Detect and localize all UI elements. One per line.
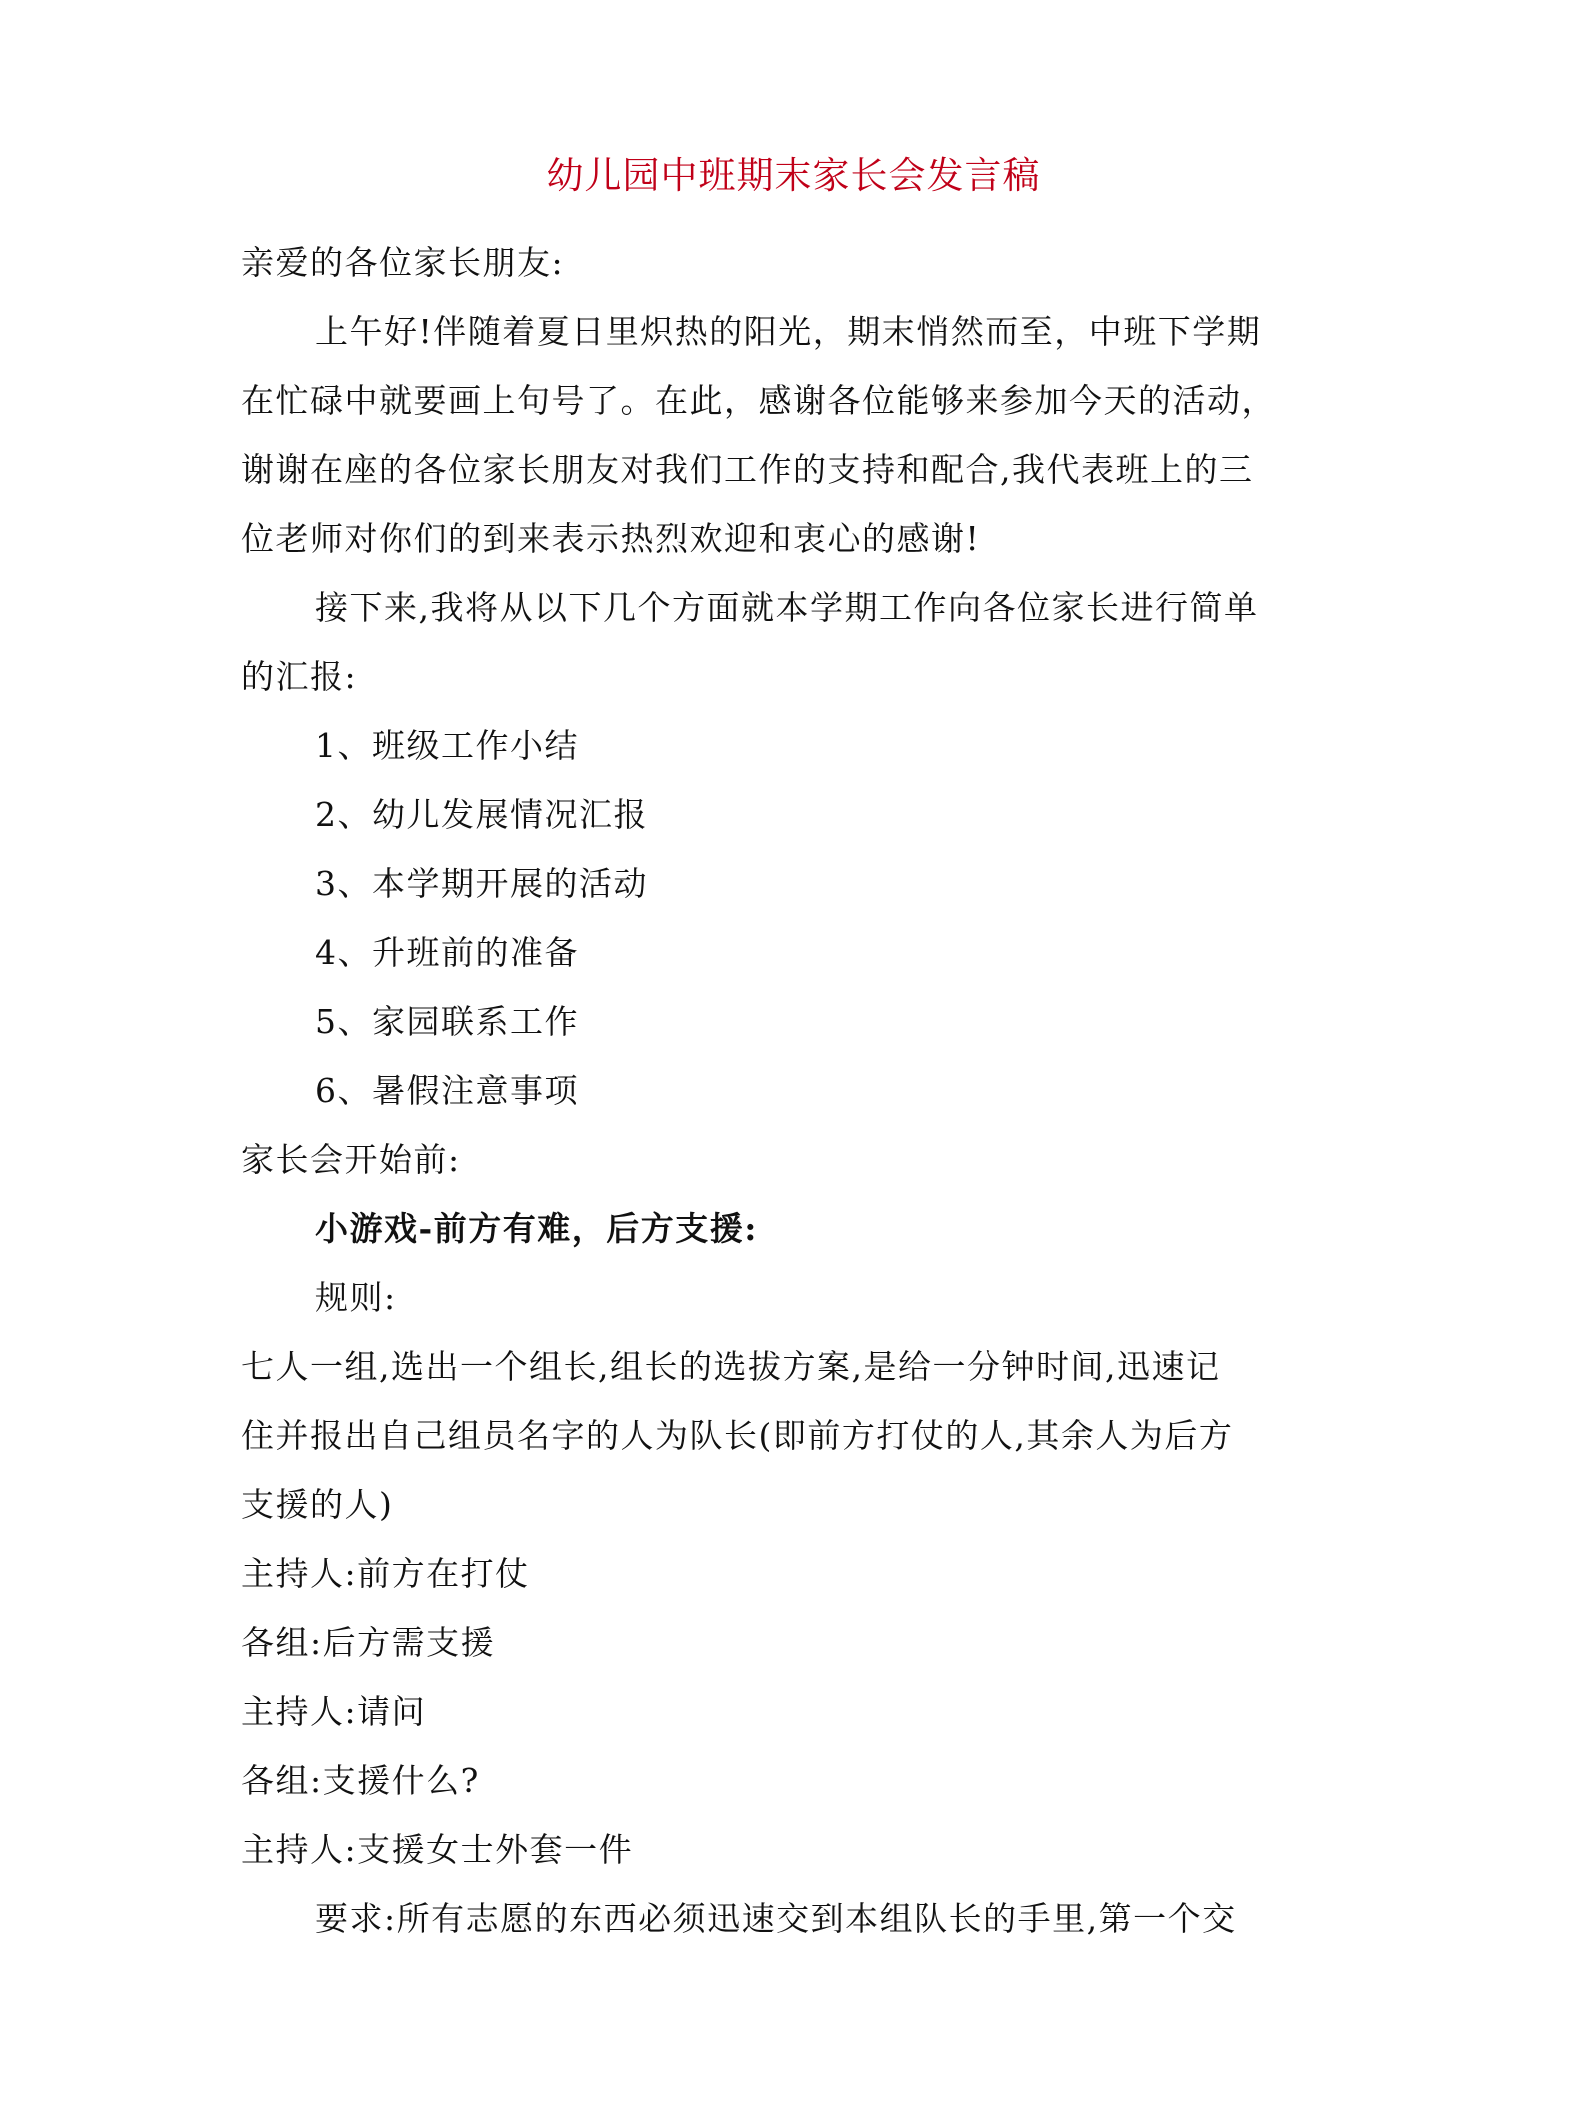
rules-label: 规则: (315, 1278, 397, 1317)
paragraph-line: 在忙碌中就要画上句号了。在此，感谢各位能够来参加今天的活动， (241, 381, 1276, 420)
list-item: 2、幼儿发展情况汇报 (315, 795, 648, 834)
greeting-line: 亲爱的各位家长朋友: (241, 243, 565, 282)
paragraph-line: 上午好!伴随着夏日里炽热的阳光，期末悄然而至，中班下学期 (315, 312, 1262, 351)
paragraph-line: 接下来,我将从以下几个方面就本学期工作向各位家长进行简单 (315, 588, 1259, 627)
dialogue-line: 主持人:请问 (241, 1692, 427, 1731)
document-title: 幼儿园中班期末家长会发言稿 (546, 154, 1041, 197)
paragraph-line: 谢谢在座的各位家长朋友对我们工作的支持和配合,我代表班上的三 (241, 450, 1254, 489)
paragraph-line: 支援的人) (241, 1485, 394, 1524)
dialogue-line: 各组:支援什么? (241, 1761, 480, 1800)
list-item: 1、班级工作小结 (315, 726, 579, 765)
dialogue-line: 各组:后方需支援 (241, 1623, 496, 1662)
section-heading: 家长会开始前: (241, 1140, 461, 1179)
list-item: 5、家园联系工作 (315, 1002, 579, 1041)
dialogue-line: 主持人:支援女士外套一件 (241, 1830, 634, 1869)
paragraph-line: 要求:所有志愿的东西必须迅速交到本组队长的手里,第一个交 (315, 1899, 1237, 1938)
dialogue-line: 主持人:前方在打仗 (241, 1554, 530, 1593)
document-body (241, 228, 1341, 1953)
paragraph-line: 位老师对你们的到来表示热烈欢迎和衷心的感谢! (241, 519, 981, 558)
paragraph-line: 的汇报: (241, 657, 358, 696)
list-item: 3、本学期开展的活动 (315, 864, 648, 903)
list-item: 6、暑假注意事项 (315, 1071, 579, 1110)
game-heading: 小游戏-前方有难，后方支援: (315, 1209, 758, 1248)
list-item: 4、升班前的准备 (315, 933, 579, 972)
paragraph-line: 住并报出自己组员名字的人为队长(即前方打仗的人,其余人为后方 (241, 1416, 1234, 1455)
paragraph-line: 七人一组,选出一个组长,组长的选拔方案,是给一分钟时间,迅速记 (241, 1347, 1221, 1386)
